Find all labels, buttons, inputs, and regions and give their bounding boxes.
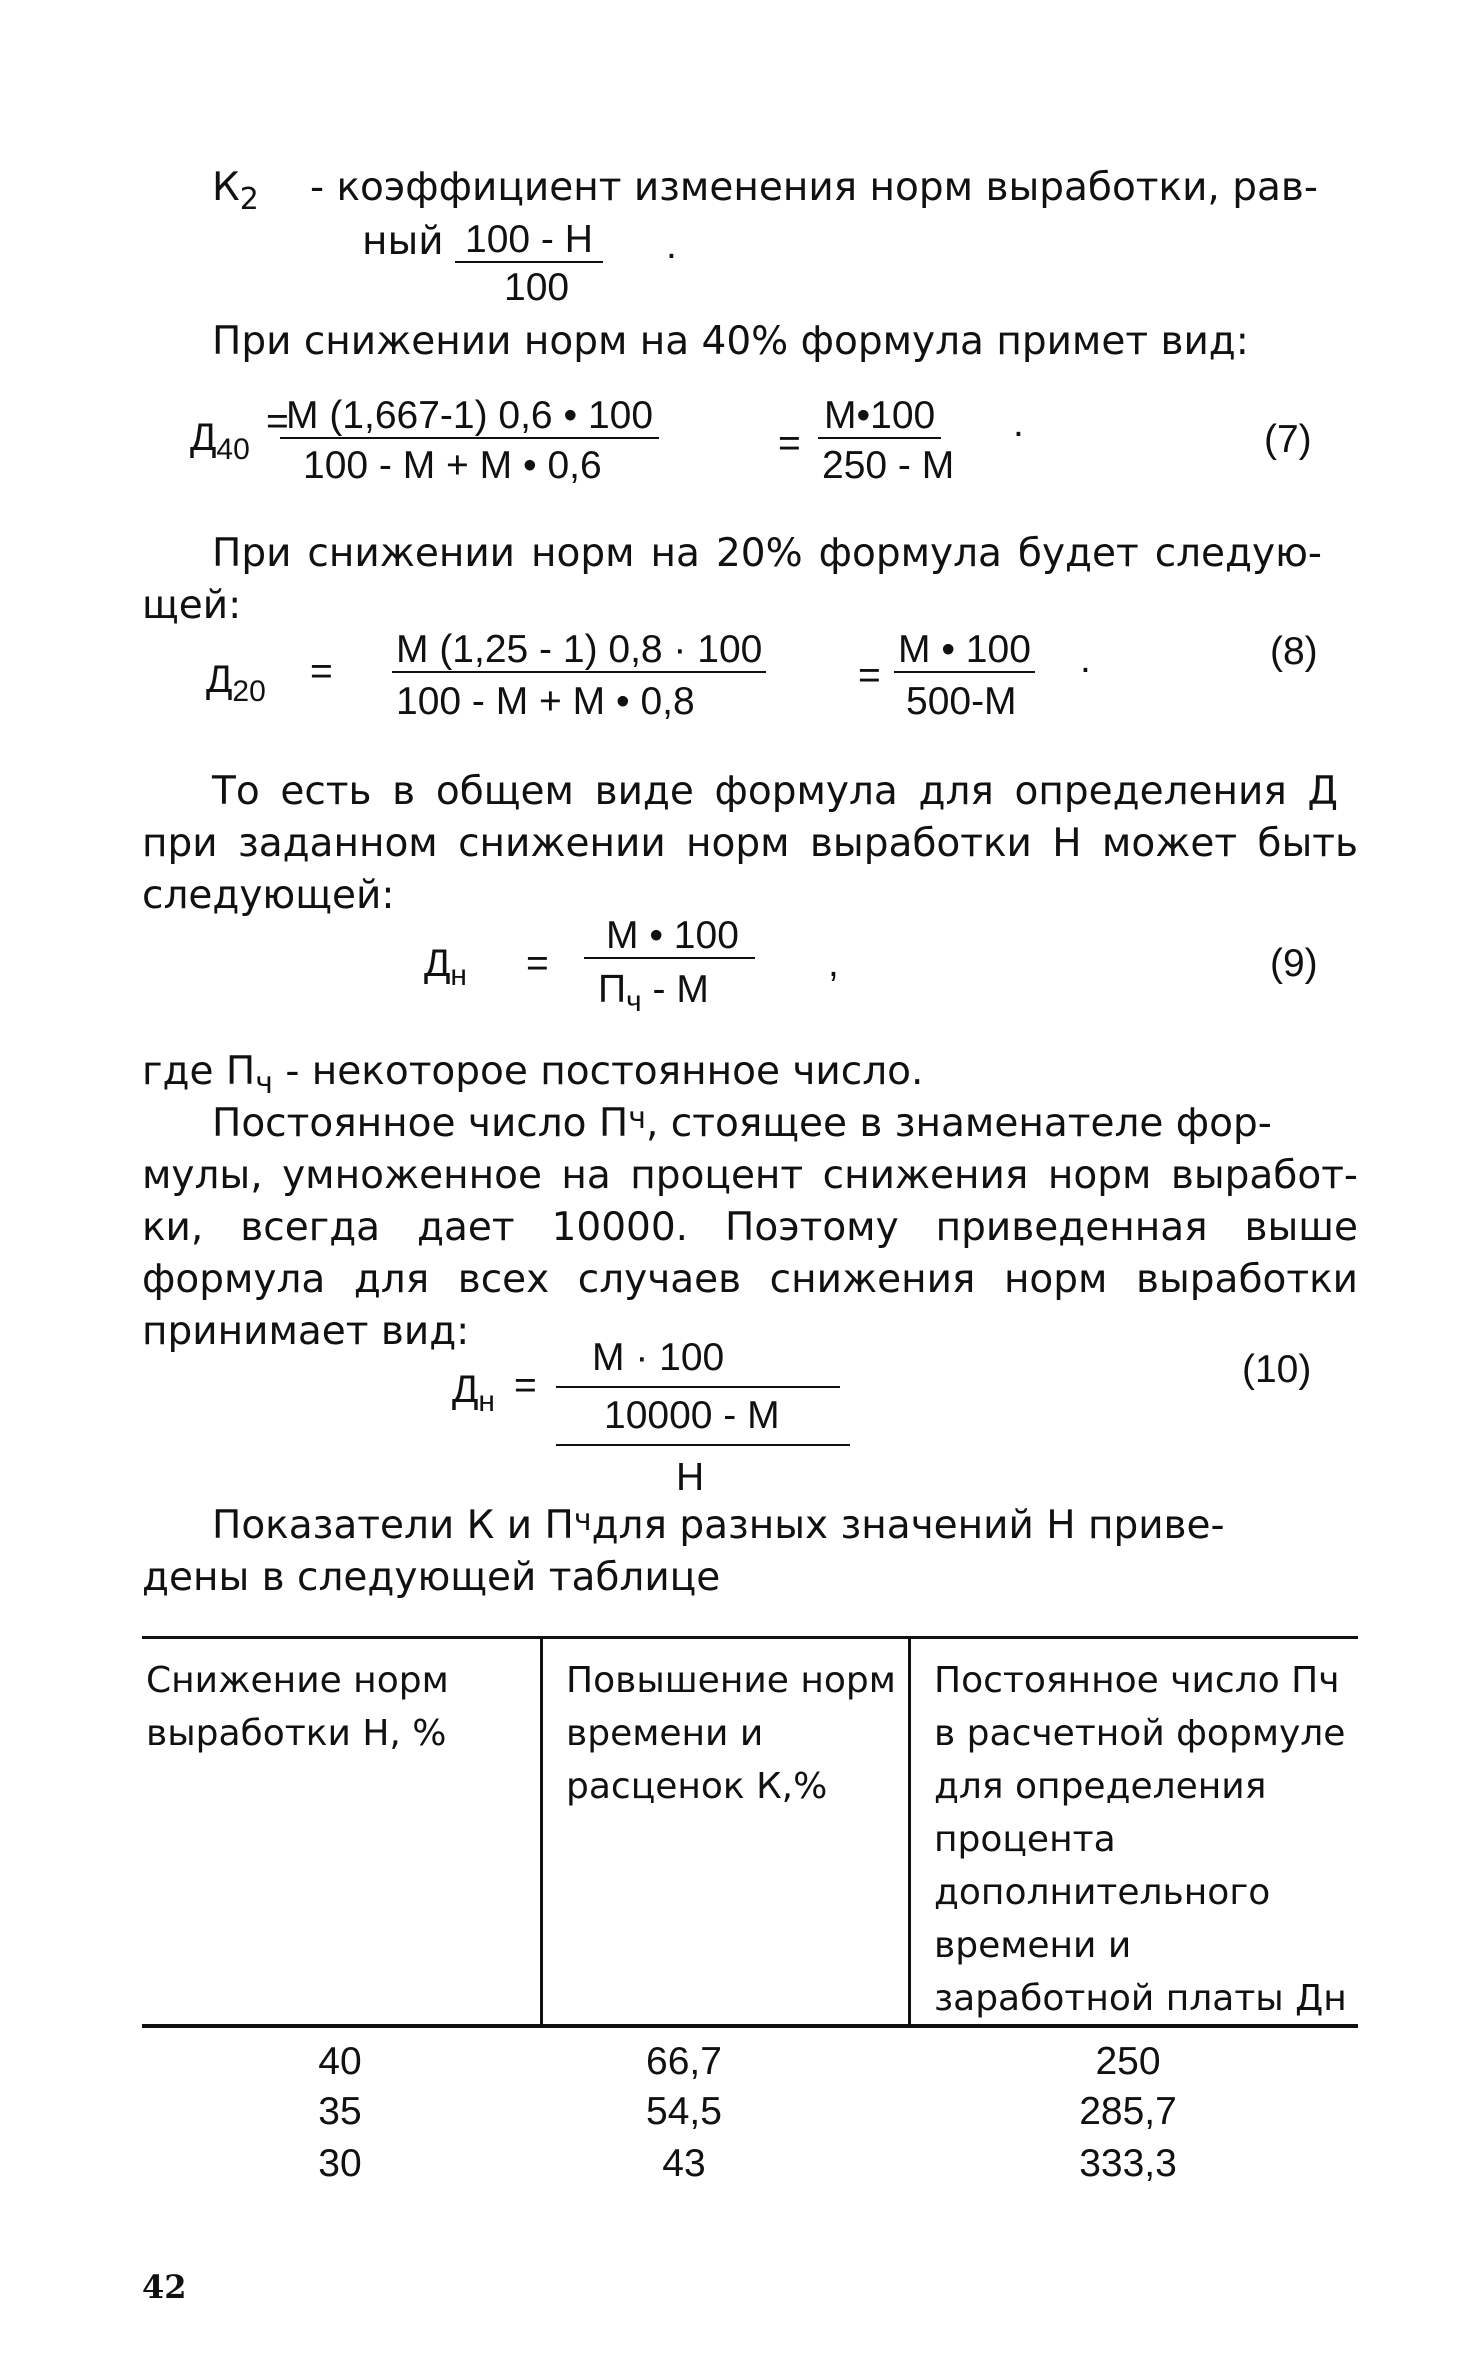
paragraph-const-line1: Постоянное число П ч , стоящее в знаменателе фор- [212, 1101, 1272, 1146]
table-cell: 333,3 [1079, 2142, 1177, 2185]
table-intro-line2: дены в следующей таблице [142, 1555, 721, 1600]
formula-10-equals: = [514, 1364, 537, 1407]
table-intro-line1: Показатели К и П ч для разных значений Н приве- [212, 1503, 1225, 1548]
formula-7-equals: = [266, 400, 289, 443]
paragraph-40-percent: При снижении норм на 40% формула примет вид: [212, 319, 1249, 364]
formula-9-numerator: М • 100 [584, 916, 755, 959]
table-cell: 54,5 [646, 2090, 722, 2133]
formula-9-denominator: $П_ч$ - М [598, 968, 709, 1018]
paragraph-general-line3: следующей: [142, 873, 395, 918]
formula-8-lhs: $Д_{20}$ [206, 658, 266, 708]
table-cell: 35 [318, 2090, 362, 2133]
paragraph-const-line5: принимает вид: [142, 1309, 470, 1354]
formula-7-label: (7) [1264, 418, 1312, 461]
k2-fraction-denominator: 100 [504, 266, 570, 309]
formula-7-equals-2: = [778, 422, 801, 465]
paragraph-const-line2: мулы, умноженное на процент снижения норм выработ- [142, 1153, 1358, 1198]
formula-8-dot: . [1080, 638, 1091, 681]
formula-7-numerator-1: М (1,667-1) 0,6 • 100 [280, 396, 659, 439]
paragraph-general-line2: при заданном снижении норм выработки Н может быть [142, 821, 1358, 866]
table-column-divider-1 [540, 1638, 543, 2026]
paragraph-const-line3: ки, всегда дает 10000. Поэтому приведенная выше [142, 1205, 1358, 1250]
formula-8-equals-2: = [858, 654, 881, 697]
k2-fraction-dot: . [666, 224, 677, 267]
table-column-divider-2 [908, 1638, 911, 2026]
table-cell: 250 [1095, 2040, 1161, 2083]
table-header-col3: Постоянное число Пч в расчетной формуле для определения процента дополнительного времени и заработной платы Дн [934, 1660, 1347, 2019]
where-line: где $П_ч$ - некоторое постоянное число. [142, 1049, 924, 1101]
table-cell: 40 [318, 2040, 362, 2083]
formula-7-denominator-2: 250 - М [822, 444, 955, 487]
k2-definition-line1: - коэффициент изменения норм выработки, рав- [310, 165, 1318, 210]
paragraph-const-line4: формула для всех случаев снижения норм выработки [142, 1257, 1358, 1302]
formula-9-lhs: $Д_н$ [424, 942, 467, 992]
formula-7-denominator-1: 100 - М + М • 0,6 [303, 444, 602, 487]
table-top-rule [142, 1636, 1358, 1639]
formula-8-equals: = [310, 650, 333, 693]
formula-9-label: (9) [1270, 942, 1318, 985]
formula-10-lhs: $Д_н$ [452, 1368, 495, 1418]
table-header-col1: Снижение норм выработки Н, % [146, 1660, 449, 1754]
formula-9-comma: , [828, 942, 839, 985]
formula-10-rule-2 [556, 1444, 850, 1446]
table-cell: 66,7 [646, 2040, 722, 2083]
formula-10-top: М · 100 [592, 1336, 725, 1379]
table-cell: 285,7 [1079, 2090, 1177, 2133]
page-number: 42 [142, 2268, 187, 2306]
table-cell: 43 [662, 2142, 706, 2185]
formula-10-middle: 10000 - М [604, 1394, 780, 1437]
formula-8-denominator-2: 500-М [906, 680, 1017, 723]
formula-7-dot: . [1013, 402, 1024, 445]
table-cell: 30 [318, 2142, 362, 2185]
formula-7-lhs: $Д_{40}$ [190, 416, 250, 466]
formula-10-bottom: Н [676, 1456, 705, 1499]
paragraph-20-percent-line2: щей: [142, 583, 242, 628]
formula-8-denominator-1: 100 - М + М • 0,8 [396, 680, 695, 723]
formula-8-numerator-2: М • 100 [894, 630, 1035, 673]
formula-7-numerator-2: М•100 [818, 396, 941, 439]
paragraph-general-line1: То есть в общем виде формула для определения Д [212, 769, 1338, 814]
k2-fraction-numerator: 100 - Н [455, 220, 603, 263]
formula-8-label: (8) [1270, 630, 1318, 673]
k2-definition-line2: ный [362, 219, 444, 264]
formula-10-rule-1 [556, 1386, 840, 1388]
table-header-col2: Повышение норм времени и расценок К,% [566, 1660, 896, 1807]
formula-10-label: (10) [1242, 1348, 1312, 1391]
k2-symbol: $К_2$ [212, 165, 259, 217]
formula-9-equals: = [526, 942, 549, 985]
paragraph-20-percent-line1: При снижении норм на 20% формула будет следую- [212, 531, 1322, 576]
formula-8-numerator-1: М (1,25 - 1) 0,8 · 100 [392, 630, 766, 673]
